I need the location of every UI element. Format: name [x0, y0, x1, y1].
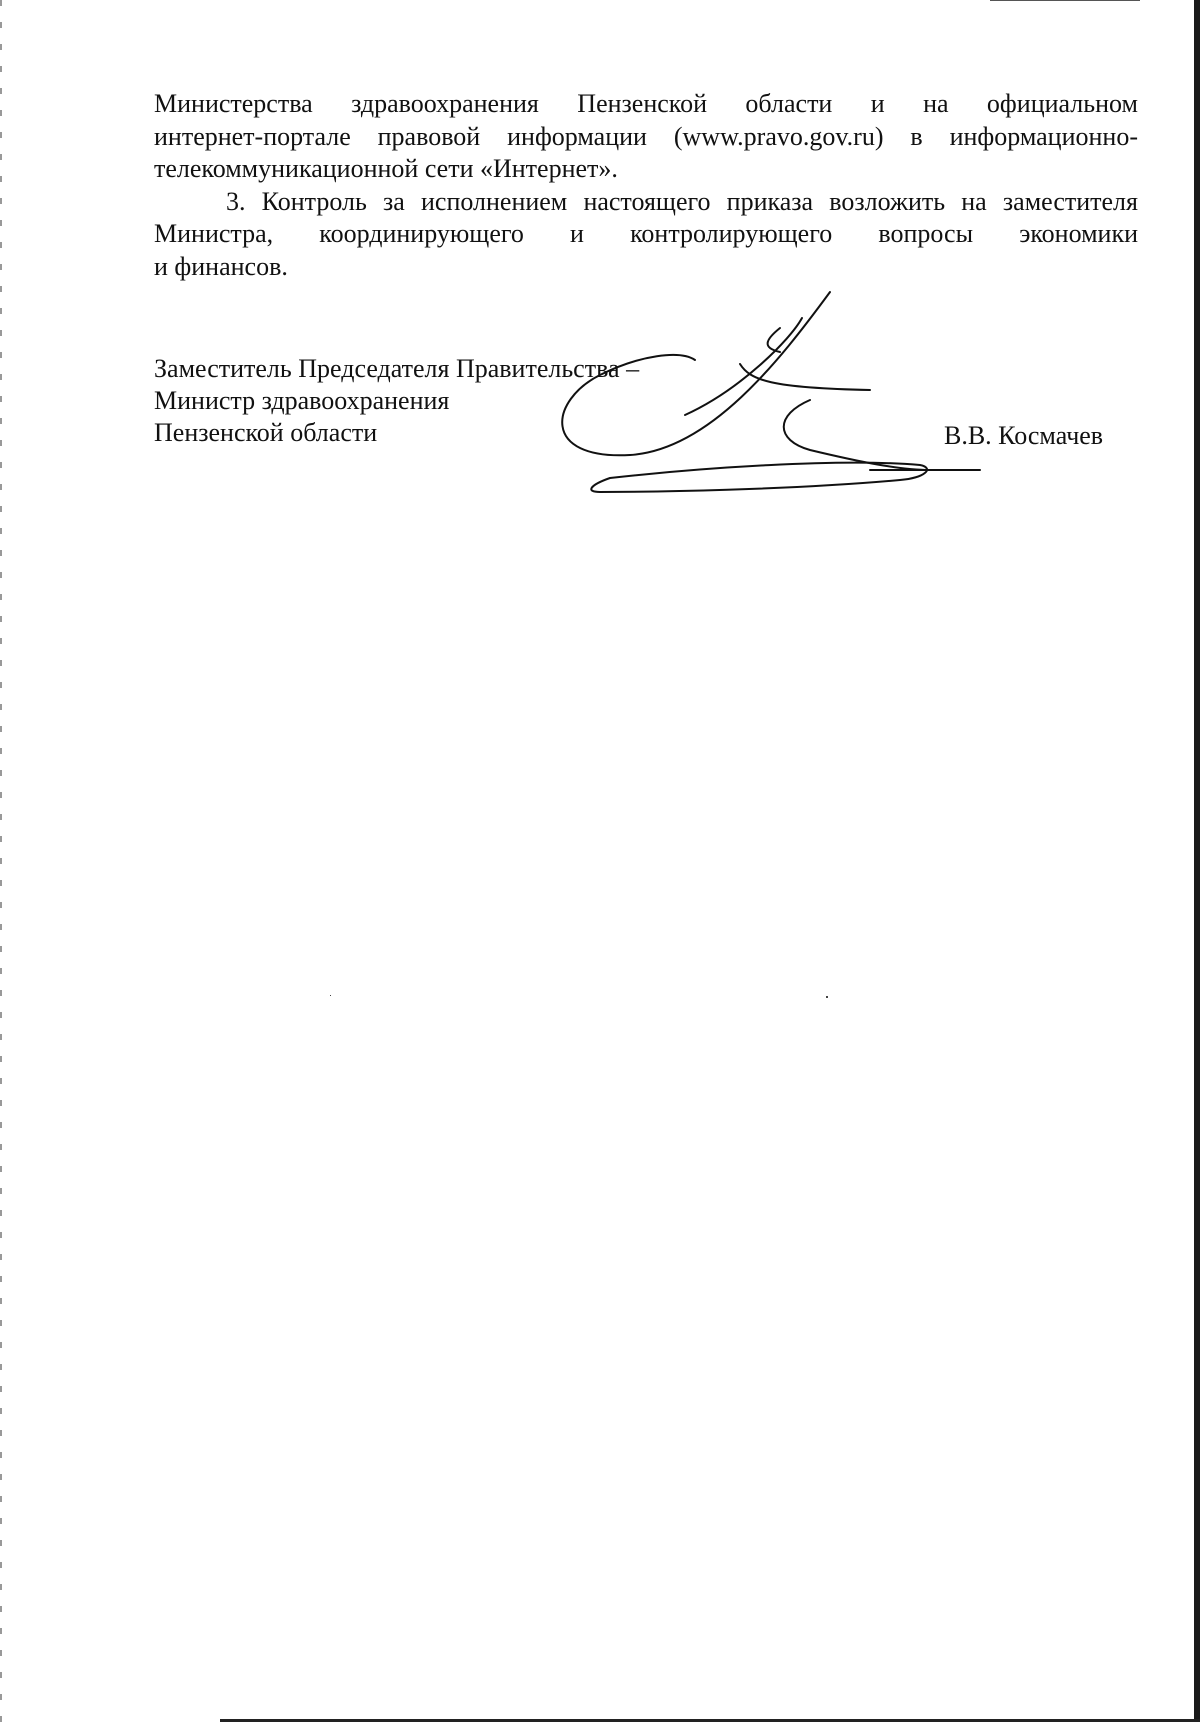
- body-line: телекоммуникационной сети «Интернет».: [154, 154, 618, 183]
- paragraph-3-line: 3. Контроль за исполнением настоящего приказа возложить на заместителя: [226, 186, 1138, 216]
- position-line: Заместитель Председателя Правительства –: [154, 354, 640, 383]
- position-line: Пензенской области: [154, 418, 378, 447]
- scan-speck: [330, 995, 331, 996]
- handwritten-signature: [540, 280, 1000, 520]
- document-body: [154, 88, 1138, 283]
- signer-name: В.В. Космачев: [944, 421, 1104, 450]
- scan-edge-left: [0, 0, 2, 1722]
- scan-speck: [826, 996, 828, 998]
- paragraph-3-line: и финансов.: [154, 251, 288, 281]
- scan-edge-right: [1194, 0, 1200, 1722]
- scan-edge-top: [990, 0, 1140, 1]
- body-line: интернет-портале правовой информации (www.pravo.gov.ru) в информационно-: [154, 121, 1138, 151]
- paragraph-3-line: Министра, координирующего и контролирующего вопросы экономики: [154, 219, 1138, 248]
- position-line: Министр здравоохранения: [154, 386, 450, 415]
- body-line: Министерства здравоохранения Пензенской области и на официальном: [154, 89, 1138, 118]
